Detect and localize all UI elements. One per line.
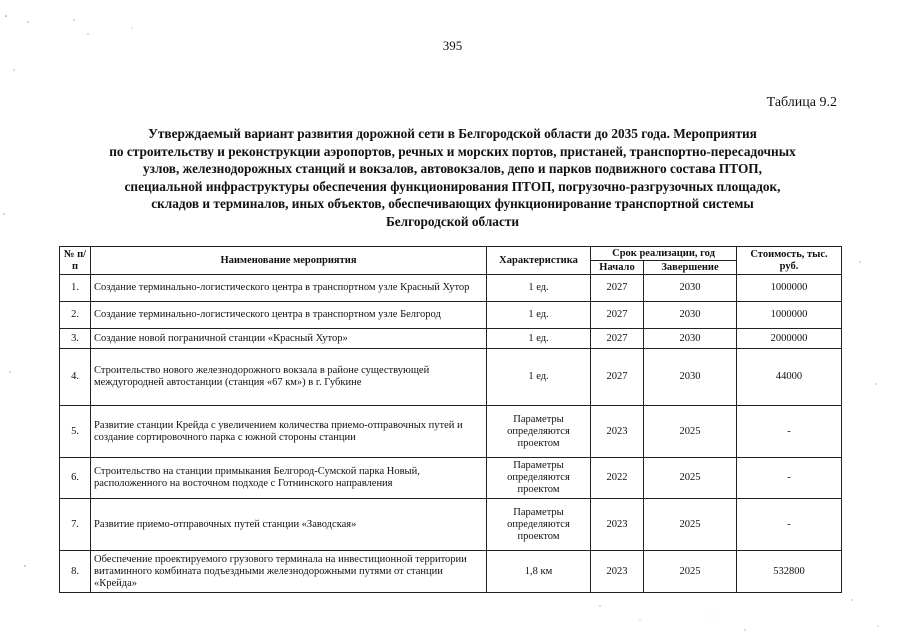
header-characteristic: Характеристика (487, 247, 591, 275)
title-line: Белгородской области (385, 213, 520, 229)
table-row (60, 458, 842, 499)
row-characteristic: Параметры определяются проектом (487, 458, 591, 499)
title-line: специальной инфраструктуры обеспечения функционирования ПТОП, погрузочно-разгрузочных площадок, (124, 178, 781, 194)
table-row (60, 302, 842, 329)
table-row (60, 551, 842, 593)
header-num: № п/п (60, 247, 91, 275)
row-name: Развитие станции Крейда с увеличением количества приемо-отправочных путей и создание сортировочного парка с южной стороны станции (91, 406, 487, 458)
row-end: 2025 (644, 551, 737, 593)
row-num: 1. (60, 275, 91, 302)
header-start: Начало (591, 261, 644, 275)
table-row (60, 406, 842, 458)
row-start: 2027 (591, 275, 644, 302)
row-name: Развитие приемо-отправочных путей станции «Заводская» (91, 499, 487, 551)
row-cost: 1000000 (737, 275, 842, 302)
title-line: узлов, железнодорожных станций и вокзалов, автовокзалов, депо и парков подвижного состава ПТОП, (143, 161, 762, 177)
header-cost: Стоимость, тыс. руб. (737, 247, 842, 275)
row-start: 2027 (591, 329, 644, 349)
row-characteristic: Параметры определяются проектом (487, 499, 591, 551)
row-num: 7. (60, 499, 91, 551)
row-name: Строительство нового железнодорожного вокзала в районе существующей междугородней автостанции (станция «67 км») в г. Губкине (91, 349, 487, 406)
row-name: Создание новой пограничной станции «Красный Хутор» (91, 329, 487, 349)
table-row (60, 329, 842, 349)
row-start: 2023 (591, 551, 644, 593)
row-num: 6. (60, 458, 91, 499)
row-start: 2027 (591, 349, 644, 406)
row-start: 2027 (591, 302, 644, 329)
row-cost: 532800 (737, 551, 842, 593)
row-start: 2023 (591, 406, 644, 458)
row-end: 2030 (644, 349, 737, 406)
row-end: 2025 (644, 406, 737, 458)
row-num: 5. (60, 406, 91, 458)
row-num: 2. (60, 302, 91, 329)
row-num: 3. (60, 329, 91, 349)
header-name: Наименование мероприятия (91, 247, 487, 275)
row-name: Строительство на станции примыкания Белгород-Сумской парка Новый, расположенного на восточном подходе с Готнинского направления (91, 458, 487, 499)
row-cost: - (737, 499, 842, 551)
row-characteristic: Параметры определяются проектом (487, 406, 591, 458)
document-title (40, 125, 865, 231)
row-num: 4. (60, 349, 91, 406)
row-end: 2025 (644, 458, 737, 499)
row-cost: - (737, 458, 842, 499)
row-cost: - (737, 406, 842, 458)
table-label: Таблица 9.2 (766, 95, 837, 110)
table-row (60, 499, 842, 551)
measures-table (59, 246, 842, 593)
row-characteristic: 1 ед. (487, 302, 591, 329)
row-end: 2025 (644, 499, 737, 551)
row-cost: 1000000 (737, 302, 842, 329)
table-row (60, 349, 842, 406)
row-start: 2023 (591, 499, 644, 551)
row-start: 2022 (591, 458, 644, 499)
row-end: 2030 (644, 302, 737, 329)
row-cost: 2000000 (737, 329, 842, 349)
header-end: Завершение (644, 261, 737, 275)
row-name: Обеспечение проектируемого грузового терминала на инвестиционной территории витаминного комбината подъездными железнодорожными путями от станции «Крейда» (91, 551, 487, 593)
row-name: Создание терминально-логистического центра в транспортном узле Белгород (91, 302, 487, 329)
row-end: 2030 (644, 329, 737, 349)
page-number: 395 (442, 38, 463, 53)
title-line: Утверждаемый вариант развития дорожной сети в Белгородской области до 2035 года. Мероприятия (148, 126, 757, 141)
table-row (60, 275, 842, 302)
header-period: Срок реализации, год (591, 247, 737, 261)
row-num: 8. (60, 551, 91, 593)
row-characteristic: 1,8 км (487, 551, 591, 593)
row-name: Создание терминально-логистического центра в транспортном узле Красный Хутор (91, 275, 487, 302)
row-characteristic: 1 ед. (487, 275, 591, 302)
row-characteristic: 1 ед. (487, 349, 591, 406)
row-cost: 44000 (737, 349, 842, 406)
title-line: по строительству и реконструкции аэропортов, речных и морских портов, пристаней, транспортно-пересадочных (109, 143, 796, 159)
row-characteristic: 1 ед. (487, 329, 591, 349)
title-line: складов и терминалов, иных объектов, обеспечивающих функционирование транспортной системы (151, 196, 754, 212)
row-end: 2030 (644, 275, 737, 302)
